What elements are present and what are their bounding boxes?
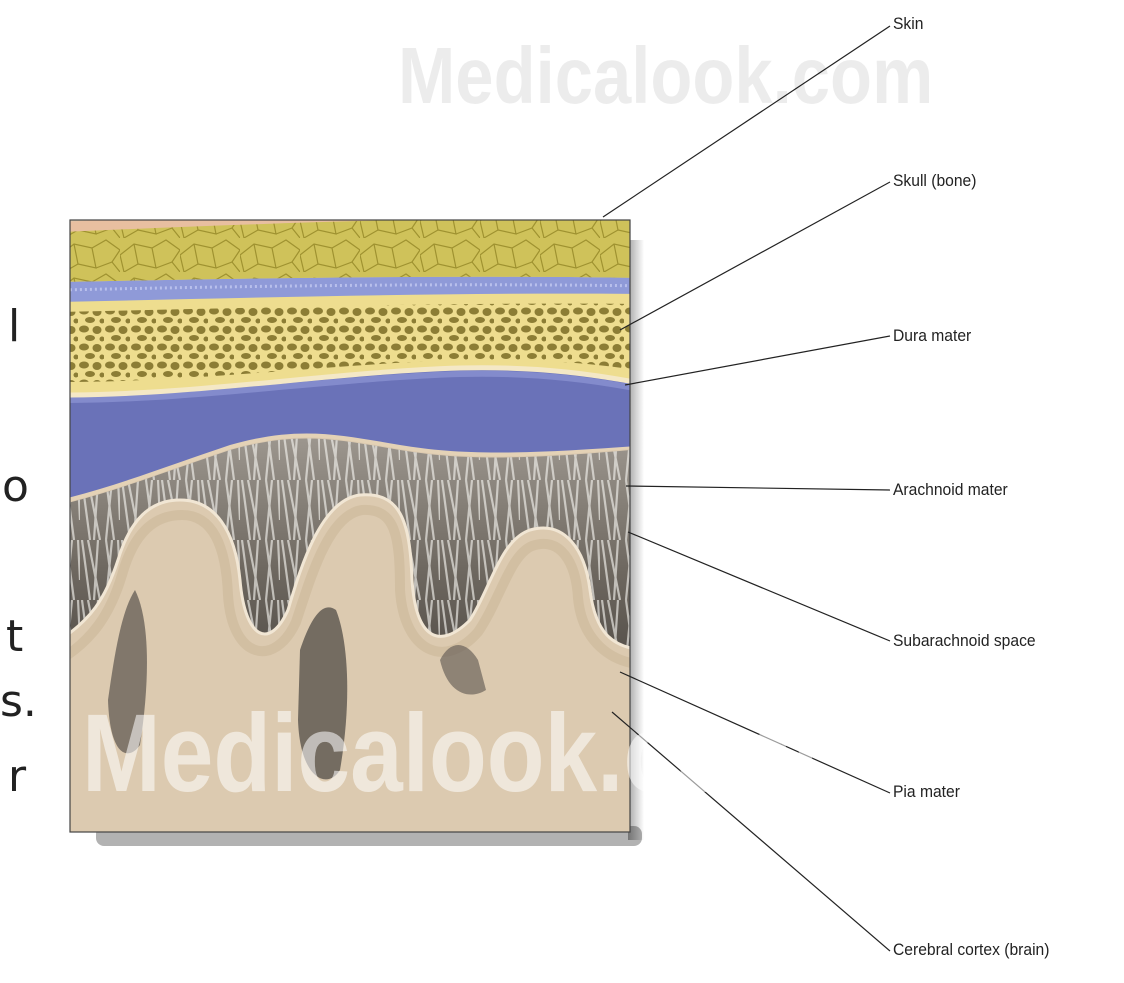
watermark-top: Medicalook.com [398,31,934,120]
label-subarachnoid-space: Subarachnoid space [893,631,1036,650]
leader-arachnoid [626,486,890,490]
side-text-5: r [8,751,27,802]
side-text-4: s. [0,676,37,727]
leader-subarachnoid [628,532,890,641]
side-text-1: l [8,301,21,352]
leader-skull [620,182,890,330]
side-text-3: t [6,611,24,662]
label-cerebral-cortex: Cerebral cortex (brain) [893,940,1050,959]
label-skin: Skin [893,14,924,33]
label-arachnoid-mater: Arachnoid mater [893,480,1008,499]
leader-dura [625,336,890,385]
label-skull: Skull (bone) [893,171,977,190]
watermark-bottom: Medicalook.com [82,692,818,815]
side-text-2: o [2,461,29,512]
label-dura-mater: Dura mater [893,326,972,345]
label-pia-mater: Pia mater [893,782,960,801]
